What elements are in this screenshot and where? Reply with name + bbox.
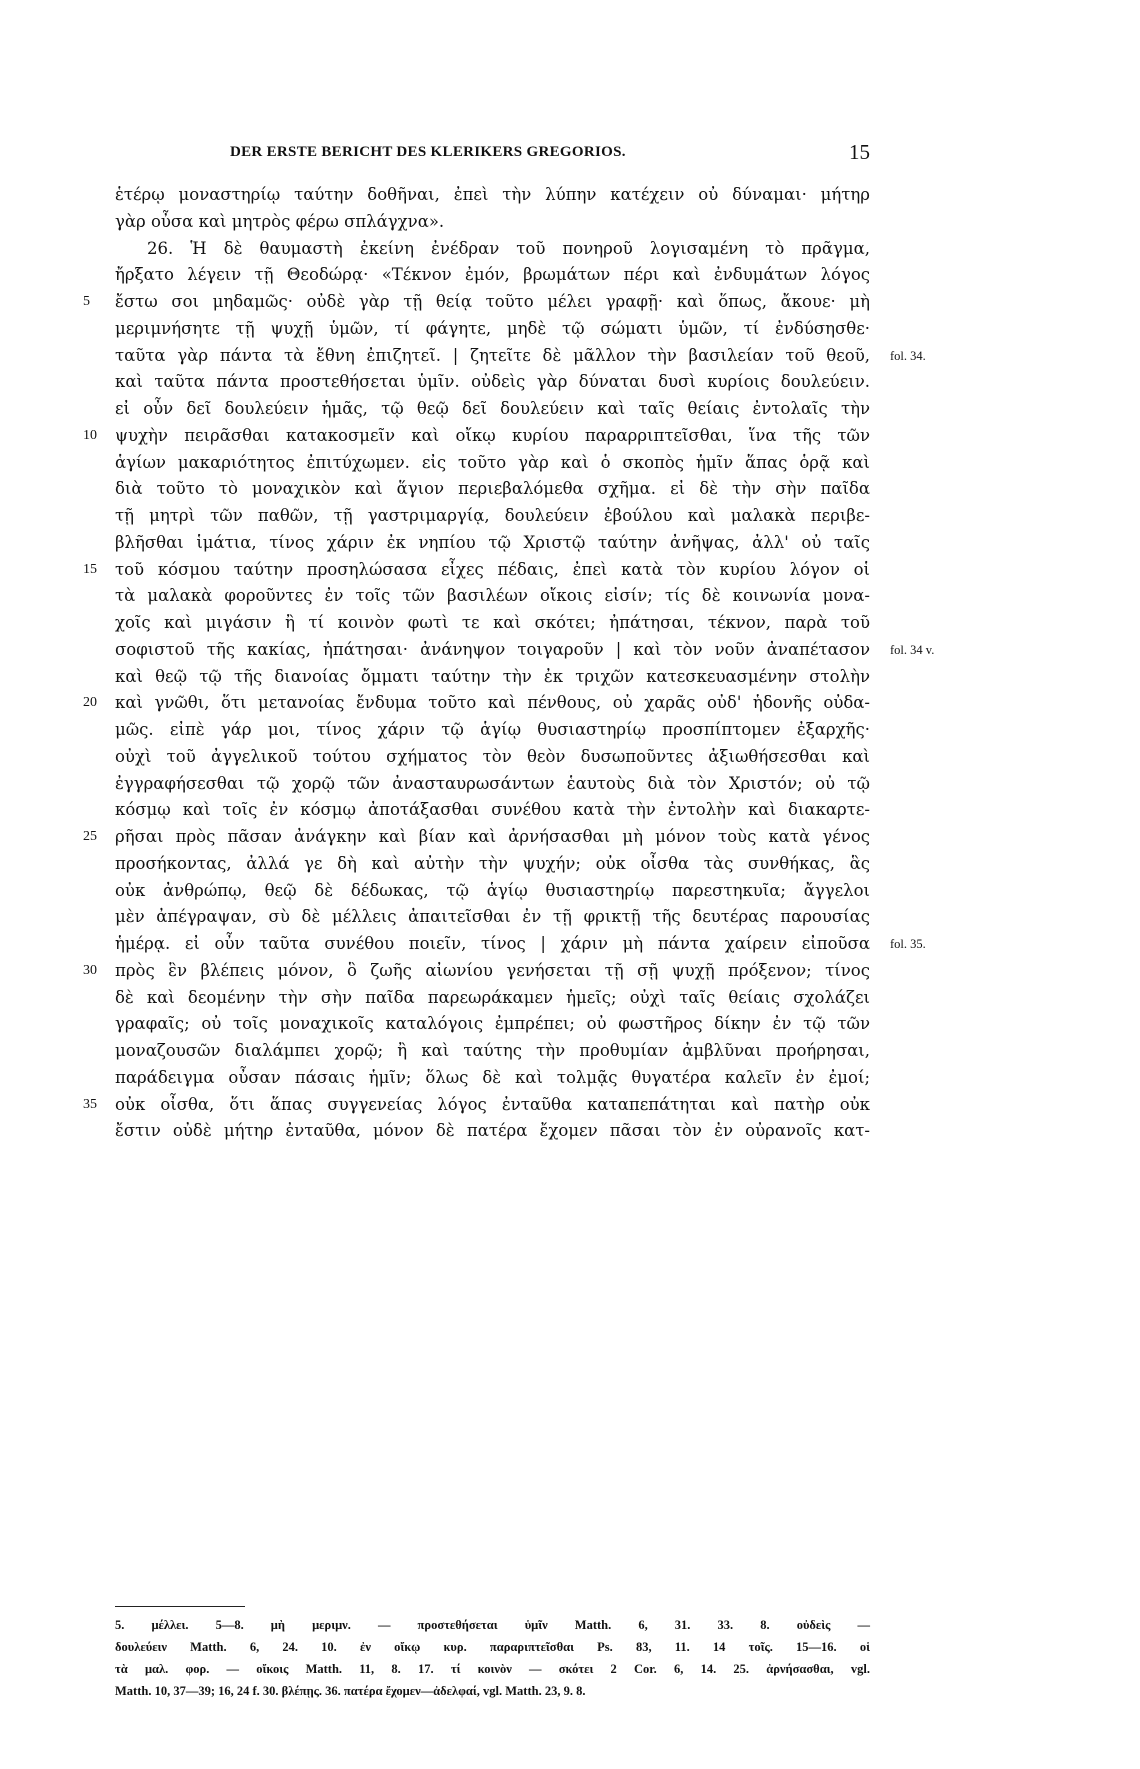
- text-line: [115, 1065, 870, 1092]
- line-text: ρῆσαι πρὸς πᾶσαν ἀνάγκην καὶ βίαν καὶ ἀρνήσασθαι μὴ μόνον τοὺς κατὰ γένος: [115, 827, 870, 846]
- text-line: [115, 369, 870, 396]
- apparatus-line: Matth. 10, 37—39; 16, 24 f. 30. βλέπῃς. 36. πατέρα ἔχομεν—ἀδελφαί, vgl. Matth. 23, 9. 8.: [115, 1684, 586, 1698]
- line-number: 30: [83, 962, 97, 978]
- text-line: [115, 904, 870, 931]
- text-line: [115, 476, 870, 503]
- line-text: μοναζουσῶν διαλάμπει χορῷ; ἢ καὶ ταύτης τὴν προθυμίαν ἀμβλῦναι προήρησαι,: [115, 1041, 870, 1060]
- line-number: 15: [83, 561, 97, 577]
- line-text: γραφαῖς; οὐ τοῖς μοναχικοῖς καταλόγοις ἐμπρέπει; οὐ φωστῆρος δίκην ἐν τῷ τῶν: [115, 1014, 870, 1034]
- line-text: βλῆσθαι ἱμάτια, τίνος χάριν ἐκ νηπίου τῷ Χριστῷ ταύτην ἀνῆψας, ἀλλ' οὐ ταῖς: [115, 532, 870, 552]
- text-line: [115, 583, 870, 610]
- line-text: ἐγγραφήσεσθαι τῷ χορῷ τῶν ἀνασταυρωσάντων ἑαυτοὺς διὰ τὸν Χριστόν; οὐ τῷ: [115, 773, 870, 793]
- text-line: [83, 289, 870, 316]
- folio-marker: fol. 34 v.: [890, 642, 935, 657]
- apparatus-line: δουλεύειν Matth. 6, 24. 10. ἐν οἴκῳ κυρ. παραριπτεῖσθαι Ps. 83, 11. 14 τοῖς. 15—16. οἱ: [115, 1640, 870, 1654]
- main-text: [83, 182, 935, 1145]
- line-number: 5: [83, 294, 90, 309]
- line-text: ψυχὴν πειρᾶσθαι κατακοσμεῖν καὶ οἴκῳ κυρίου παραρριπτεῖσθαι, ἵνα τῆς τῶν: [115, 425, 870, 445]
- text-line: [115, 396, 870, 423]
- line-text: καὶ ταῦτα πάντα προστεθήσεται ὑμῖν. οὐδεὶς γὰρ δύναται δυσὶ κυρίοις δουλεύειν.: [115, 372, 870, 392]
- text-line: [115, 503, 870, 530]
- text-line: [115, 450, 870, 477]
- line-text: τοῦ κόσμου ταύτην προσηλώσασα εἶχες πέδαις, ἐπεὶ κατὰ τὸν κυρίου λόγον οἱ: [115, 559, 870, 579]
- text-line: [83, 557, 870, 584]
- folio-marker: fol. 35.: [890, 937, 926, 951]
- folio-marker: fol. 34.: [890, 348, 926, 363]
- text-line: [115, 744, 870, 771]
- line-text: ἔστιν οὐδὲ μήτηρ ἐνταῦθα, μόνον δὲ πατέρα ἔχομεν πᾶσαι τὸν ἐν οὐρανοῖς κατ-: [115, 1121, 870, 1141]
- line-text: ταῦτα γὰρ πάντα τὰ ἔθνη ἐπιζητεῖ. | ζητεῖτε δὲ μᾶλλον τὴν βασιλείαν τοῦ θεοῦ,: [115, 345, 870, 365]
- line-text: μεριμνήσητε τῇ ψυχῇ ὑμῶν, τί φάγητε, μηδὲ τῷ σώματι ὑμῶν, τί ἐνδύσησθε·: [115, 318, 870, 338]
- text-line: [115, 1011, 870, 1038]
- line-text: κόσμῳ καὶ τοῖς ἐν κόσμῳ ἀποτάξασθαι συνέθου κατὰ τὴν ἐντολὴν καὶ διακαρτε-: [115, 800, 870, 820]
- line-text: τῇ μητρὶ τῶν παθῶν, τῇ γαστριμαργίᾳ, δουλεύειν ἐβούλου καὶ μαλακὰ περιβε-: [115, 506, 870, 525]
- line-text: δὲ καὶ δεομένην τὴν σὴν παῖδα παρεωράκαμεν ἡμεῖς; οὐχὶ ταῖς θείαις σχολάζει: [115, 987, 870, 1007]
- line-number: 35: [83, 1096, 97, 1112]
- line-text: ἤρξατο λέγειν τῇ Θεοδώρᾳ· «Τέκνον ἐμόν, βρωμάτων πέρι καὶ ἐνδυμάτων λόγος: [115, 265, 870, 285]
- text-line: [115, 1118, 870, 1145]
- apparatus-line: τὰ μαλ. φορ. — οἴκοις Matth. 11, 8. 17. τί κοινὸν — σκότει 2 Cor. 6, 14. 25. ἀρνήσασθαι, vgl.: [115, 1662, 870, 1676]
- text-line: [115, 878, 870, 905]
- line-text: καὶ γνῶθι, ὅτι μετανοίας ἔνδυμα τοῦτο καὶ πένθους, οὐ χαρᾶς οὐδ' ἡδονῆς οὐδα-: [115, 693, 870, 713]
- text-line: [115, 771, 870, 798]
- line-text: ἡμέρᾳ. εἰ οὖν ταῦτα συνέθου ποιεῖν, τίνος | χάριν μὴ πάντα χαίρειν εἰποῦσα: [115, 934, 870, 953]
- text-line: [115, 1038, 870, 1065]
- line-text: χοῖς καὶ μιγάσιν ἢ τί κοινὸν φωτὶ τε καὶ σκότει; ἠπάτησαι, τέκνον, παρὰ τοῦ: [115, 613, 870, 632]
- running-header: [115, 140, 870, 170]
- line-text: οὐκ οἶσθα, ὅτι ἅπας συγγενείας λόγος ἐνταῦθα καταπεπάτηται καὶ πατὴρ οὐκ: [115, 1094, 870, 1114]
- text-line: [83, 824, 870, 851]
- line-number: 20: [83, 695, 97, 711]
- line-text: ἑτέρῳ μοναστηρίῳ ταύτην δοθῆναι, ἐπεὶ τὴν λύπην κατέχειν οὐ δύναμαι· μήτηρ: [115, 185, 870, 204]
- text-line: [115, 236, 870, 263]
- text-line: [115, 931, 926, 958]
- line-text: ἔστω σοι μηδαμῶς· οὐδὲ γὰρ τῇ θείᾳ τοῦτο μέλει γραφῇ· καὶ ὅπως, ἄκουε· μὴ: [115, 292, 870, 311]
- line-text: 26. Ἡ δὲ θαυμαστὴ ἐκείνη ἐνέδραν τοῦ πονηροῦ λογισαμένη τὸ πρᾶγμα,: [147, 238, 870, 258]
- line-number: 25: [83, 829, 97, 844]
- text-line: [83, 958, 870, 985]
- line-text: καὶ θεῷ τῷ τῆς διανοίας ὄμματι ταύτην τὴν ἐκ τριχῶν κατεσκευασμένην στολὴν: [115, 666, 870, 686]
- line-text: εἰ οὖν δεῖ δουλεύειν ἡμᾶς, τῷ θεῷ δεῖ δουλεύειν καὶ ταῖς θείαις ἐντολαῖς τὴν: [115, 399, 870, 418]
- text-line: [115, 209, 870, 236]
- text-line: [83, 690, 870, 717]
- text-line: [83, 423, 870, 450]
- apparatus-line: 5. μέλλει. 5—8. μὴ μεριμν. — προστεθήσεται ὑμῖν Matth. 6, 31. 33. 8. οὐδεὶς —: [115, 1618, 870, 1632]
- line-text: οὐχὶ τοῦ ἀγγελικοῦ τούτου σχήματος τὸν θεὸν δυσωποῦντες ἀξιωθήσεσθαι καὶ: [115, 746, 870, 766]
- line-text: ἁγίων μακαριότητος ἐπιτύχωμεν. εἰς τοῦτο γὰρ καὶ ὁ σκοπὸς ἡμῖν ἅπας ὁρᾷ καὶ: [115, 452, 870, 472]
- running-title: DER ERSTE BERICHT DES KLERIKERS GREGORIOS.: [230, 144, 626, 160]
- text-line: [115, 530, 870, 557]
- line-text: τὰ μαλακὰ φοροῦντες ἐν τοῖς τῶν βασιλέων οἴκοις εἰσίν; τίς δὲ κοινωνία μονα-: [115, 586, 870, 606]
- line-text: διὰ τοῦτο τὸ μοναχικὸν καὶ ἅγιον περιεβαλόμεθα σχῆμα. εἰ δὲ τὴν σὴν παῖδα: [115, 479, 870, 499]
- line-number: 10: [83, 427, 97, 443]
- line-text: πρὸς ἓν βλέπεις μόνον, ὃ ζωῆς αἰωνίου γενήσεται τῇ σῇ ψυχῇ πρόξενον; τίνος: [115, 960, 870, 980]
- line-text: παράδειγμα οὖσαν πάσαις ἡμῖν; ὅλως δὲ καὶ τολμᾷς θυγατέρα καλεῖν ἐν ἐμοί;: [115, 1067, 870, 1087]
- footnote-rule: [115, 1606, 245, 1607]
- text-line: [115, 262, 870, 289]
- line-text: οὐκ ἀνθρώπῳ, θεῷ δὲ δέδωκας, τῷ ἁγίῳ θυσιαστηρίῳ παρεστηκυῖα; ἄγγελοι: [115, 880, 870, 900]
- line-text: γὰρ οὖσα καὶ μητρὸς φέρω σπλάγχνα».: [115, 211, 445, 231]
- line-text: προσήκοντας, ἀλλά γε δὴ καὶ αὐτὴν τὴν ψυχήν; οὐκ οἶσθα τὰς συνθήκας, ἃς: [115, 853, 870, 873]
- text-line: [115, 610, 870, 637]
- text-line: [115, 797, 870, 824]
- text-line: [115, 664, 870, 691]
- text-line: [83, 1092, 870, 1119]
- text-line: [115, 985, 870, 1012]
- critical-apparatus: [115, 1614, 870, 1702]
- text-line: [115, 851, 870, 878]
- line-text: μὲν ἀπέγραψαν, σὺ δὲ μέλλεις ἀπαιτεῖσθαι ἐν τῇ φρικτῇ τῆς δευτέρας παρουσίας: [115, 907, 870, 927]
- line-text: σοφιστοῦ τῆς κακίας, ἠπάτησαι· ἀνάνηψον τοιγαροῦν | καὶ τὸν νοῦν ἀναπέτασον: [115, 639, 870, 659]
- page-number: 15: [849, 140, 870, 164]
- text-line: [115, 717, 870, 744]
- text-line: [115, 182, 870, 209]
- text-line: [115, 637, 935, 664]
- text-line: [115, 343, 926, 370]
- line-text: μῶς. εἰπὲ γάρ μοι, τίνος χάριν τῷ ἁγίῳ θυσιαστηρίῳ προσπίπτομεν ἐξαρχῆς·: [115, 720, 870, 739]
- text-line: [115, 316, 870, 343]
